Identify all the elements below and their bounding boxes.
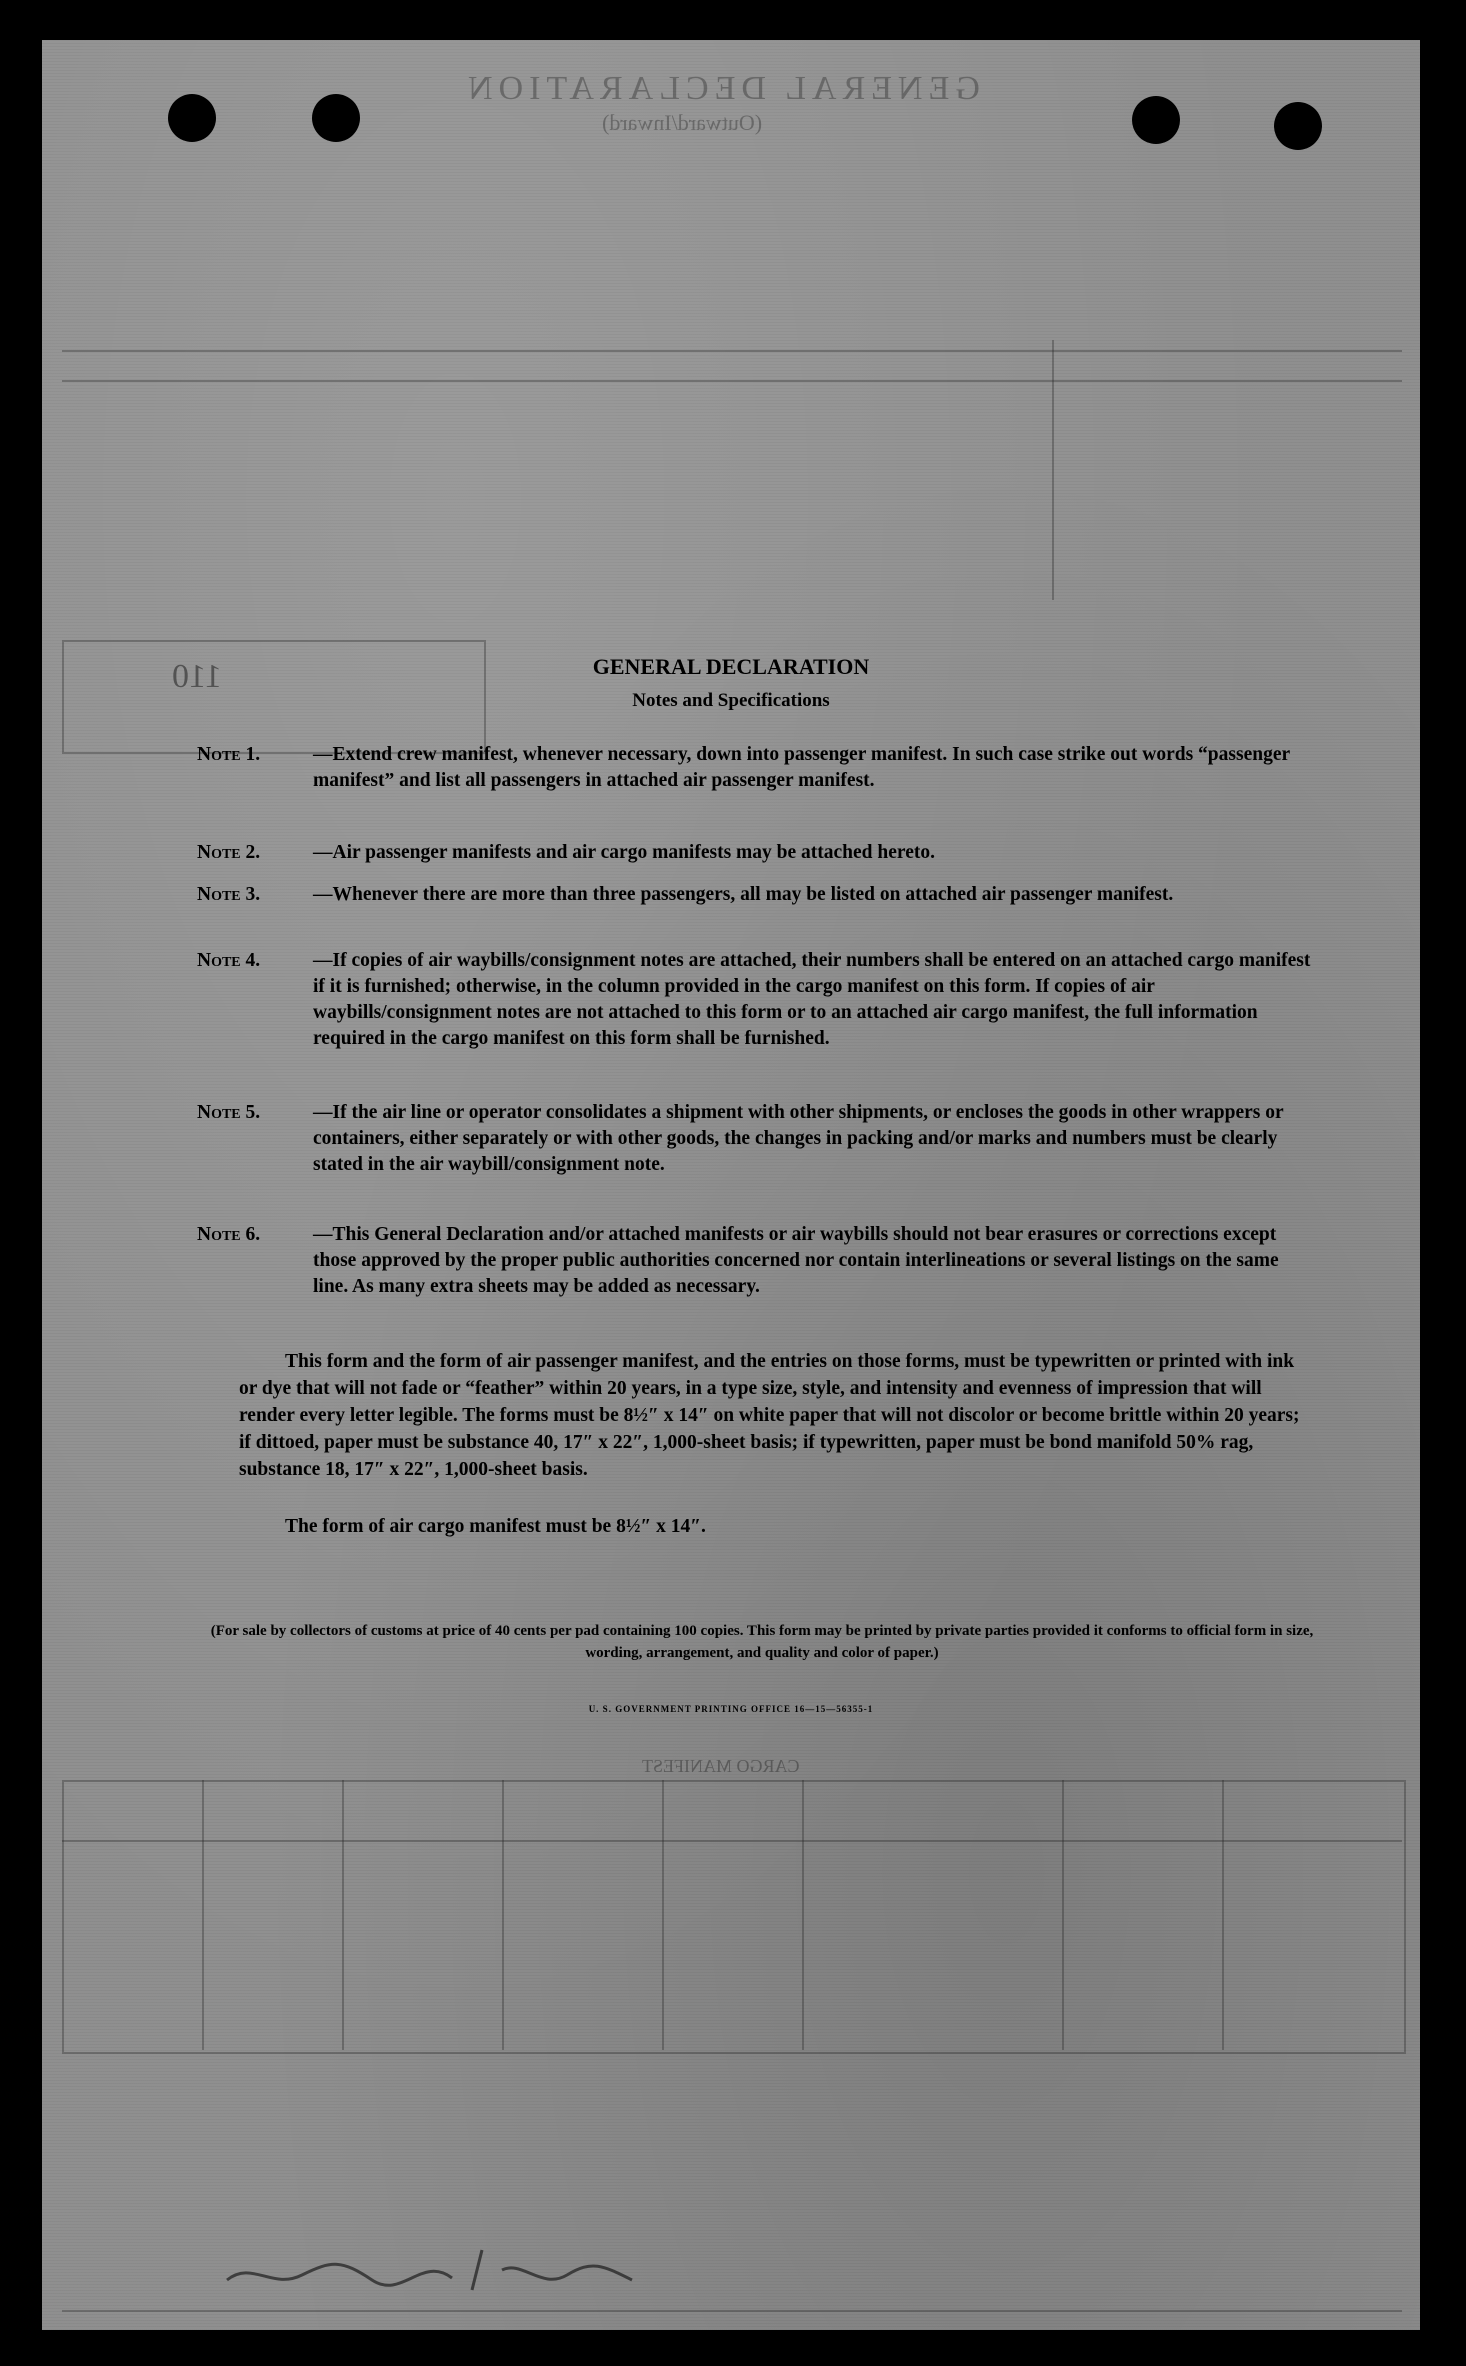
note-1 — [197, 742, 1312, 794]
note-text: —This General Declaration and/or attached manifests or air waybills should not bear erasures or corrections except those approved by the proper public authorities concerned nor contain interlineations or several listings on the same line. As many extra sheets may be added as necessary. — [313, 1224, 1279, 1297]
specification-paragraph: This form and the form of air passenger manifest, and the entries on those forms, must be typewritten or printed with ink or dye that will not fade or “feather” within 20 years, in a type size, style, and intensity and evenness of impression that will render every letter legible. The forms must be 8½″ x 14″ on white paper that will not discolor or become brittle within 20 years; if dittoed, paper must be substance 40, 17″ x 22″, 1,000-sheet basis; if typewritten, paper must be bond manifold 50% rag, substance 18, 17″ x 22″, 1,000-sheet basis. — [239, 1351, 1300, 1480]
note-3 — [197, 882, 1312, 908]
punch-hole-1 — [168, 94, 216, 142]
ghost-rule — [1222, 1780, 1224, 2050]
stamp-number: 110 — [172, 658, 222, 695]
note-5 — [197, 1100, 1312, 1178]
note-text: —Extend crew manifest, whenever necessary, down into passenger manifest. In such case strike out words “passenger manifest” and list all passengers in attached air passenger manifest. — [313, 744, 1290, 791]
ghost-cargo-table — [62, 1780, 1406, 2054]
ghost-rule — [202, 1780, 204, 2050]
gpo-imprint: U. S. GOVERNMENT PRINTING OFFICE 16—15—56355-1 — [588, 1704, 874, 1714]
page-subtitle: Notes and Specifications — [632, 690, 830, 711]
page-title: GENERAL DECLARATION — [592, 654, 870, 679]
bleed-form-title: GENERAL DECLARATION — [462, 70, 980, 107]
ghost-rule — [1052, 340, 1054, 600]
sale-note: (For sale by collectors of customs at price of 40 cents per pad containing 100 copies. This form may be printed by private parties provided it conforms to official form in size, wording, arrangement, and quality and color of paper.) — [210, 1623, 1314, 1661]
bleed-form-subtitle: (Outward/Inward) — [602, 110, 763, 135]
ghost-rule — [342, 1780, 344, 2050]
note-label: Note 4. — [197, 950, 261, 971]
note-4 — [197, 948, 1312, 1052]
note-text: —If the air line or operator consolidates a shipment with other shipments, or encloses the goods in other wrappers or containers, either separately or with other goods, the changes in packing and/or marks and numbers must be clearly stated in the air waybill/consignment note. — [313, 1102, 1284, 1175]
document-sheet — [42, 40, 1420, 2330]
ghost-rule — [662, 1780, 664, 2050]
punch-hole-2 — [312, 94, 360, 142]
ghost-rule — [62, 380, 1402, 382]
ghost-rule — [62, 350, 1402, 352]
note-label: Note 3. — [197, 884, 261, 905]
note-text: —Whenever there are more than three passengers, all may be listed on attached air passenger manifest. — [313, 884, 1174, 905]
ghost-rule — [62, 1840, 1402, 1842]
note-label: Note 5. — [197, 1102, 261, 1123]
bleed-cargo-title: CARGO MANIFEST — [642, 1756, 800, 1776]
note-label: Note 1. — [197, 744, 261, 765]
punch-hole-4 — [1274, 102, 1322, 150]
note-label: Note 6. — [197, 1224, 261, 1245]
punch-hole-3 — [1132, 96, 1180, 144]
signature — [222, 2240, 642, 2300]
ghost-rule — [502, 1780, 504, 2050]
cargo-manifest-size: The form of air cargo manifest must be 8½″ x 14″. — [285, 1516, 706, 1537]
note-2 — [197, 840, 1312, 866]
note-text: —Air passenger manifests and air cargo manifests may be attached hereto. — [313, 842, 935, 863]
note-text: —If copies of air waybills/consignment notes are attached, their numbers shall be entered on an attached cargo manifest if it is furnished; otherwise, in the column provided in the cargo manifest on this form. If copies of air waybills/consignment notes are not attached to this form or to an attached air cargo manifest, the full information required in the cargo manifest on this form shall be furnished. — [313, 950, 1311, 1049]
note-label: Note 2. — [197, 842, 261, 863]
ghost-rule — [802, 1780, 804, 2050]
ghost-rule — [1062, 1780, 1064, 2050]
note-6 — [197, 1222, 1312, 1300]
